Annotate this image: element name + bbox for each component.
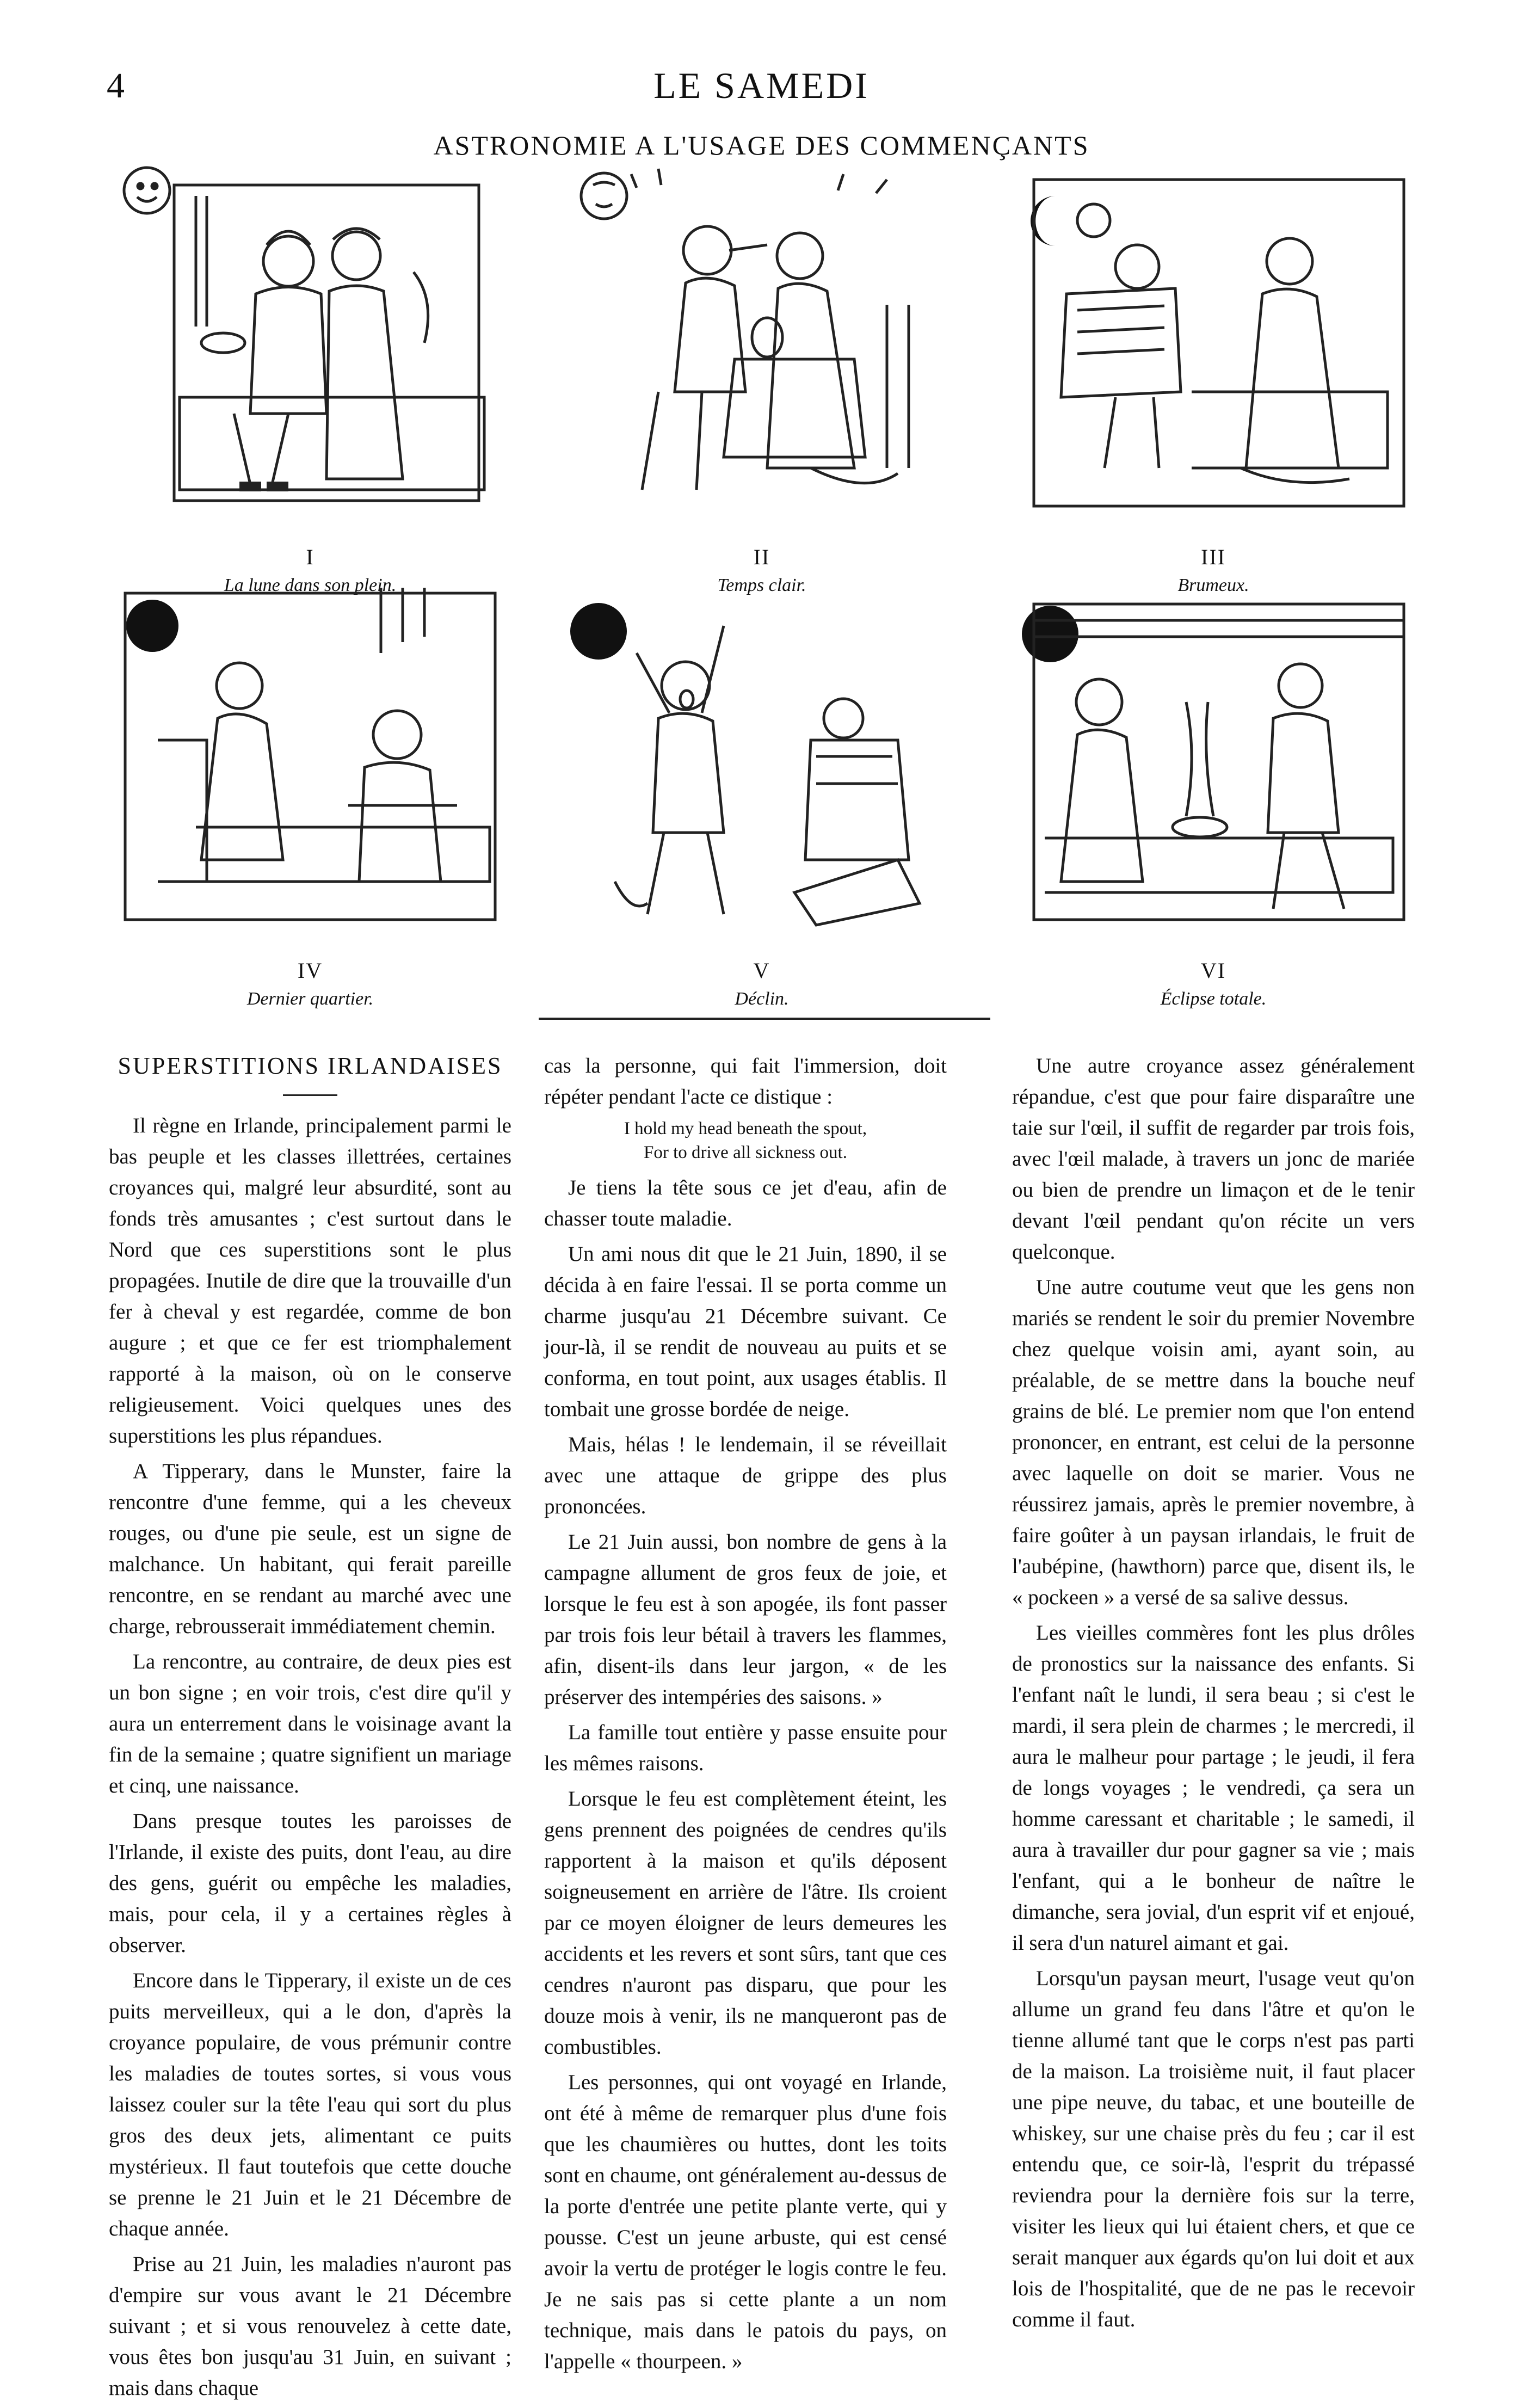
cartoon-illustration-full-moon — [109, 163, 511, 522]
cartoon-panel-5 — [560, 577, 963, 1009]
paragraph: La rencontre, au contraire, de deux pies est un bon signe ; en voir trois, c'est dire qu'il y aura un enterrement dans le voisinage avant la fin de la semaine ; quatre signifient un mariage et cinq, une naissance. — [109, 1650, 511, 1797]
masthead: LE SAMEDI — [653, 65, 870, 106]
paragraph: Un ami nous dit que le 21 Juin, 1890, il se décida à en faire l'essai. Il se porta comme un charme jusqu'au 21 Décembre suivant. Ce jour-là, il se rendit de nouveau au puits et se conforma, en tout point, aux usages établis. Il tombait une grosse bordée de neige. — [544, 1242, 947, 1421]
panel-numeral: III — [1201, 545, 1226, 569]
paragraph: Les vieilles commères font les plus drôles de pronostics sur la naissance des enfants. Si l'enfant naît le lundi, il sera beau ; si c'est le mardi, il sera plein de charmes ; le mercredi, il aura le malheur pour partage ; le jeudi, il fera de longs voyages ; le vendredi, ça sera un homme caressant et charitable ; le samedi, il aura à travailler dur pour gagner sa vie ; mais l'enfant, qui a le bonheur de naître le dimanche, sera jovial, d'un esprit vif et enjoué, il sera d'un naturel aimant et gai. — [1012, 1621, 1415, 1955]
panel-numeral: I — [306, 545, 315, 569]
article-title: SUPERSTITIONS IRLANDAISES — [118, 1052, 503, 1079]
article-column-2 — [544, 1050, 947, 2381]
paragraph: Mais, hélas ! le lendemain, il se réveillait avec une attaque de grippe des plus prononcées. — [544, 1433, 947, 1518]
dark-moon-shape — [126, 600, 178, 652]
man-shouting-drawing — [560, 577, 963, 936]
paragraph: La famille tout entière y passe ensuite pour les mêmes raisons. — [544, 1721, 947, 1775]
page-number: 4 — [107, 66, 125, 106]
article-column-1 — [109, 1050, 511, 2408]
couple-turned-away-drawing — [1012, 577, 1415, 936]
panel-numeral: V — [753, 958, 770, 983]
paragraph: A Tipperary, dans le Munster, faire la rencontre d'une femme, qui a les cheveux rouges, ou d'une pie seule, est un signe de malchance. Un habitant, qui ferait pareille rencontre, en se rendant au marché avec une charge, rebrousserait immédiatement chemin. — [109, 1459, 511, 1638]
couple-at-table-drawing — [560, 163, 963, 522]
couple-reading-drawing — [1012, 163, 1415, 522]
cartoon-series-title: ASTRONOMIE A L'USAGE DES COMMENÇANTS — [433, 130, 1090, 161]
couple-on-sofa-drawing — [109, 163, 511, 522]
panel-caption: Brumeux. — [1177, 575, 1249, 595]
cartoon-illustration-decline — [560, 577, 963, 936]
verse-line: For to drive all sickness out. — [644, 1143, 847, 1162]
panel-caption: Temps clair. — [717, 575, 806, 595]
panel-caption: Dernier quartier. — [246, 989, 374, 1009]
cartoon-illustration-clear-weather — [560, 163, 963, 522]
panel-caption: Déclin. — [735, 989, 789, 1009]
paragraph: Lorsque le feu est complètement éteint, les gens prennent des poignées de cendres qu'ils rapportent à la maison et qu'ils déposent soigneusement en arrière de l'âtre. Ils croient par ce moyen éloigner de leurs demeures les accidents et les revers et sont sûrs, tant que ces cendres n'auront pas disparu, que pour les douze mois à venir, ils ne manqueront pas de combustibles. — [544, 1787, 947, 2059]
cartoon-illustration-hazy — [1012, 163, 1415, 522]
cartoon-illustration-last-quarter — [109, 577, 511, 936]
panel-caption: Éclipse totale. — [1160, 989, 1267, 1009]
paragraph: Les personnes, qui ont voyagé en Irlande, ont été à même de remarquer plus d'une fois que les chaumières ou huttes, dont les toits sont en chaume, ont généralement au-dessus de la porte d'entrée une petite plante verte, qui y pousse. C'est un jeune arbuste, qui est censé avoir la vertu de protéger le logis contre le feu. Je ne sais pas si cette plante a un nom technique, mais dans le patois du pays, on l'appelle « thourpeen. » — [544, 2071, 947, 2373]
title-underline-rule — [283, 1094, 337, 1096]
panel-numeral: VI — [1200, 958, 1226, 983]
panel-numeral: IV — [297, 958, 323, 983]
cartoon-panel-2 — [560, 163, 963, 596]
paragraph: Une autre croyance assez généralement répandue, c'est que pour faire disparaître une taie sur l'œil, il suffit de regarder par trois fois, avec l'œil malade, à travers un jonc de mariée ou bien de prendre un limaçon et de le tenir devant l'œil pendant qu'on récite un vers quelconque. — [1012, 1054, 1415, 1264]
panel-numeral: II — [753, 545, 770, 569]
english-verse — [544, 1117, 947, 1165]
paragraph: Le 21 Juin aussi, bon nombre de gens à la campagne allument de gros feux de joie, et lorsque le feu est à son apogée, ils font passer par trois fois leur bétail à travers les flammes, afin, disent-ils dans leur jargon, « de les préserver des intempéries des saisons. » — [544, 1530, 947, 1709]
paragraph: Une autre coutume veut que les gens non mariés se rendent le soir du premier Novembre chez quelque voisin ami, ayant soin, au préalable, de se mettre dans la bouche neuf grains de blé. Le premier nom que l'on entend prononcer, en entrant, est celui de la personne avec laquelle on doit se marier. Vous ne réussirez jamais, après le premier novembre, à faire goûter à un paysan irlandais, le fruit de l'aubépine, (hawthorn) parce que, disent ils, le « pockeen » a versé de sa salive dessus. — [1012, 1276, 1415, 1609]
section-divider-rule — [539, 1018, 990, 1020]
dark-moon-shape — [570, 603, 627, 660]
paragraph: Dans presque toutes les paroisses de l'Irlande, il existe des puits, dont l'eau, au dire des gens, guérit ou empêche les maladies, mais, pour cela, il y a certaines règles à observer. — [109, 1809, 511, 1957]
panel-caption: La lune dans son plein. — [224, 575, 397, 595]
article-column-3 — [1012, 1050, 1415, 2339]
cartoon-panel-3 — [1012, 163, 1415, 596]
paragraph: Il règne en Irlande, principalement parmi le bas peuple et les classes illettrées, certaines croyances qui, malgré leur absurdité, sont au fonds très amusantes ; c'est surtout dans le Nord que ces superstitions sont le plus propagées. Inutile de dire que la trouvaille d'un fer à cheval y est regardée, comme de bon augure ; et que ce fer est triomphalement rapporté à la maison, où on le conserve religieusement. Voici quelques unes des superstitions les plus répandues. — [109, 1114, 511, 1448]
cartoon-illustration-total-eclipse — [1012, 577, 1415, 936]
paragraph: cas la personne, qui fait l'immersion, doit répéter pendant l'acte ce distique : — [544, 1054, 947, 1108]
paragraph: Encore dans le Tipperary, il existe un de ces puits merveilleux, qui a le don, d'après la croyance populaire, de vous prémunir contre les maladies de toutes sortes, si vous vous laissez couler sur la tête l'eau qui sort du plus gros des deux jets, alimentant ce puits mystérieux. Il faut toutefois que cette douche se prenne le 21 Juin et le 21 Décembre de chaque année. — [109, 1969, 511, 2240]
cartoon-panel-1 — [109, 163, 511, 596]
verse-line: I hold my head beneath the spout, — [624, 1119, 867, 1138]
dark-moon-shape — [1022, 606, 1078, 662]
paragraph: Prise au 21 Juin, les maladies n'auront pas d'empire sur vous avant le 21 Décembre suivant ; et si vous renouvelez à cette date, vous êtes bon jusqu'au 31 Juin, en suivant ; mais dans chaque — [109, 2252, 511, 2400]
cartoon-panel-4 — [109, 577, 511, 1009]
couple-apart-on-sofa-drawing — [109, 577, 511, 936]
cartoon-panel-6 — [1012, 577, 1415, 1009]
paragraph: Je tiens la tête sous ce jet d'eau, afin de chasser toute maladie. — [544, 1176, 947, 1230]
paragraph: Lorsqu'un paysan meurt, l'usage veut qu'on allume un grand feu dans l'âtre et qu'on le tienne allumé tant que le corps n'est pas parti de la maison. La troisième nuit, il faut placer une pipe neuve, du tabac, et une bouteille de whiskey, sur une chaise près du feu ; car il est entendu que, ce soir-là, l'esprit du trépassé reviendra pour la dernière fois sur la terre, visiter les lieux qui lui étaient chers, et que ce serait manquer aux égards qu'on lui doit et aux lois de l'hospitalité, que de ne pas le recevoir comme il faut. — [1012, 1967, 1415, 2331]
